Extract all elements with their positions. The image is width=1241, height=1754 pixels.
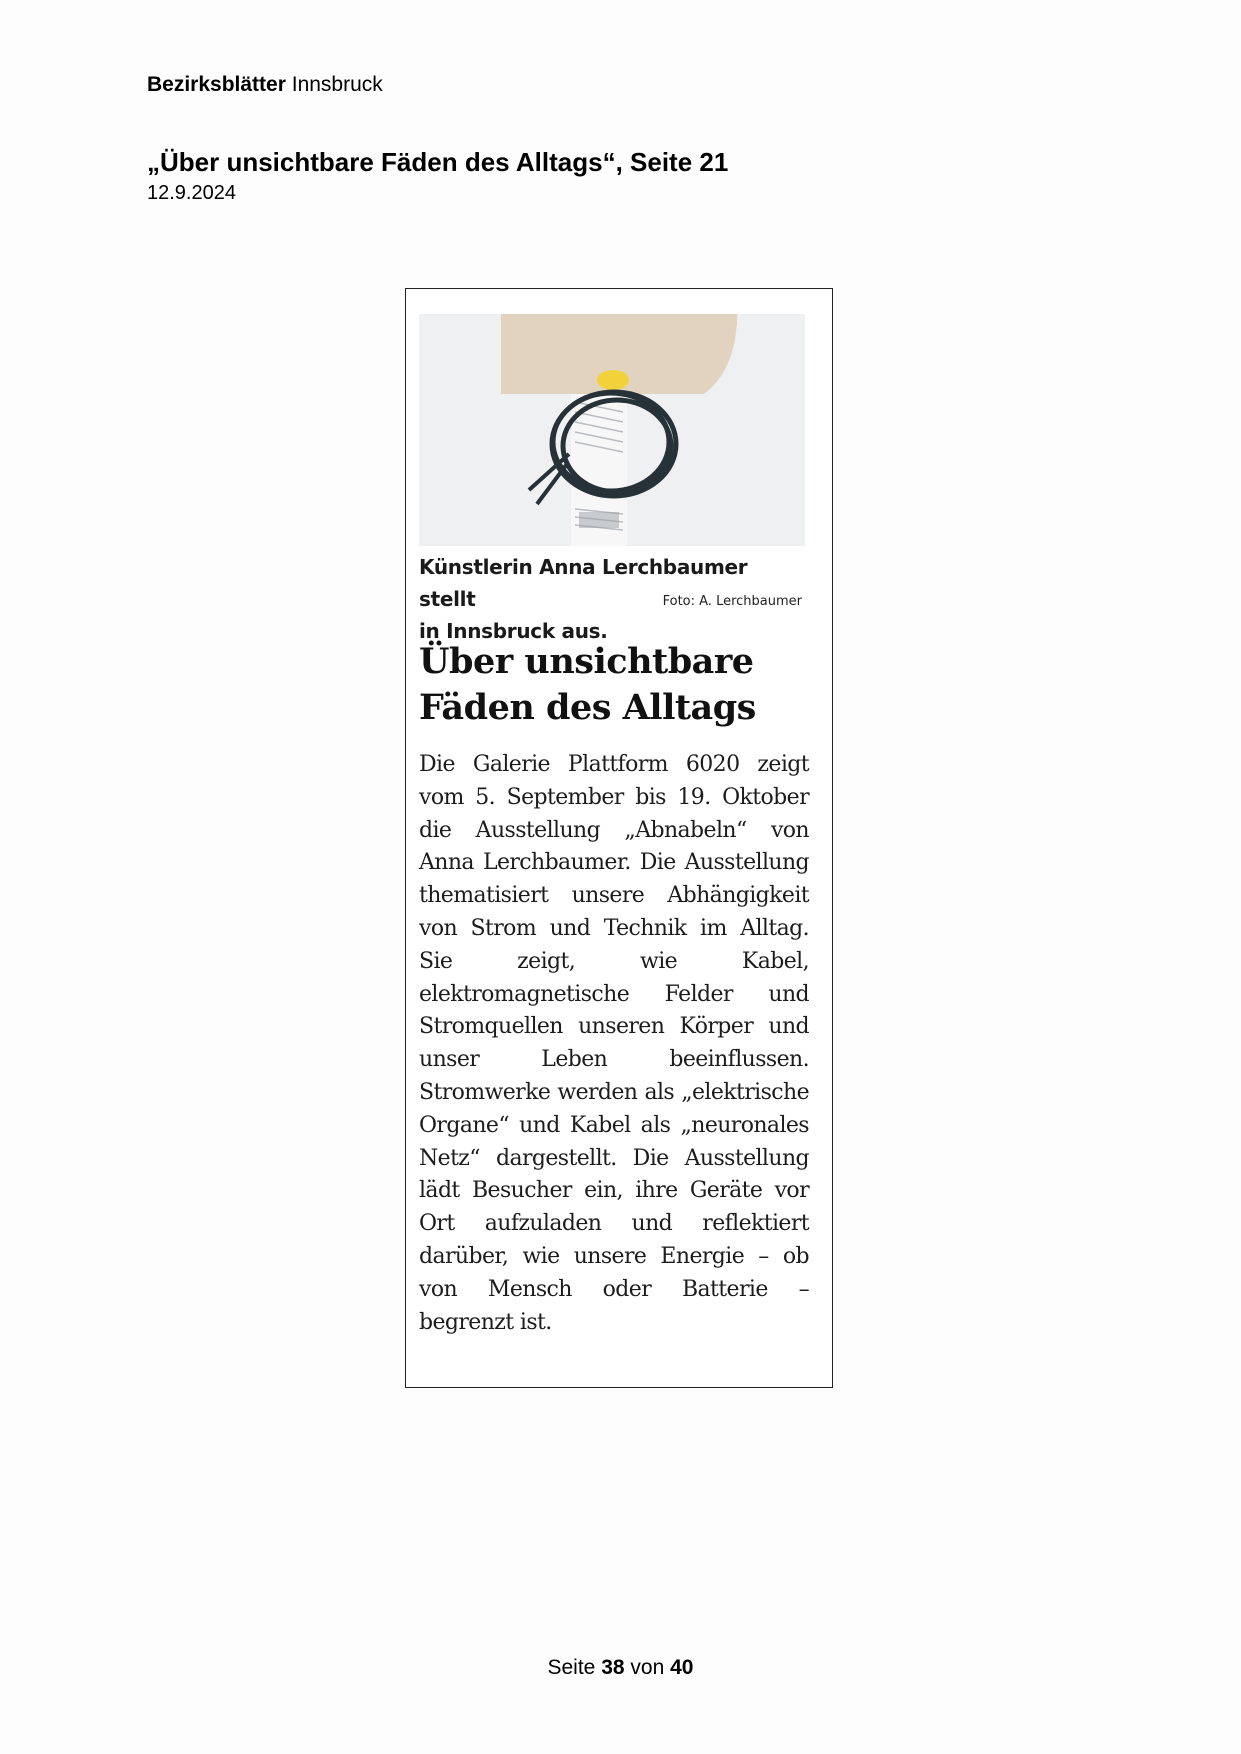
caption-line: Künstlerin Anna Lerchbaumer stellt [419, 555, 748, 611]
newspaper-clipping [405, 288, 833, 1388]
footer-prefix: Seite [547, 1656, 596, 1679]
article-body: Die Galerie Plattform 6020 zeigt vom 5. September bis 19. Oktober die Ausstellung „Abnabeln“ von Anna Lerchbaumer. Die Ausstellung thematisiert unsere Abhängigkeit von Strom und Technik im Alltag. Sie zeigt, wie Kabel, elektromagnetische Felder und Stromquellen unseren Körper und unser Leben beeinflussen. Stromwerke werden als „elektrische Organe“ und Kabel als „neuronales Netz“ dargestellt. Die Ausstellung lädt Besucher ein, ihre Geräte vor Ort aufzuladen und reflektiert darüber, wie unsere Energie – ob von Mensch oder Batterie – begrenzt ist. [419, 752, 809, 1335]
total-pages: 40 [670, 1656, 694, 1679]
publication-region: Innsbruck [291, 73, 383, 96]
photo-credit: Foto: A. Lerchbaumer [662, 594, 802, 609]
article-photo [419, 314, 805, 546]
current-page: 38 [601, 1656, 625, 1679]
caption-line: in Innsbruck aus. [419, 619, 608, 643]
article-headline [419, 639, 819, 731]
article-reference-title: „Über unsichtbare Fäden des Alltags“, Seite 21 [147, 147, 729, 177]
headline-line: Über unsichtbare [419, 641, 754, 682]
article-date: 12.9.2024 [147, 182, 236, 204]
headline-line: Fäden des Alltags [419, 687, 756, 728]
footer-separator: von [630, 1656, 665, 1679]
artwork-photo-illustration [419, 314, 805, 546]
publication-header [147, 73, 383, 97]
page-footer [0, 1656, 1241, 1680]
publication-name: Bezirksblätter [147, 73, 286, 96]
